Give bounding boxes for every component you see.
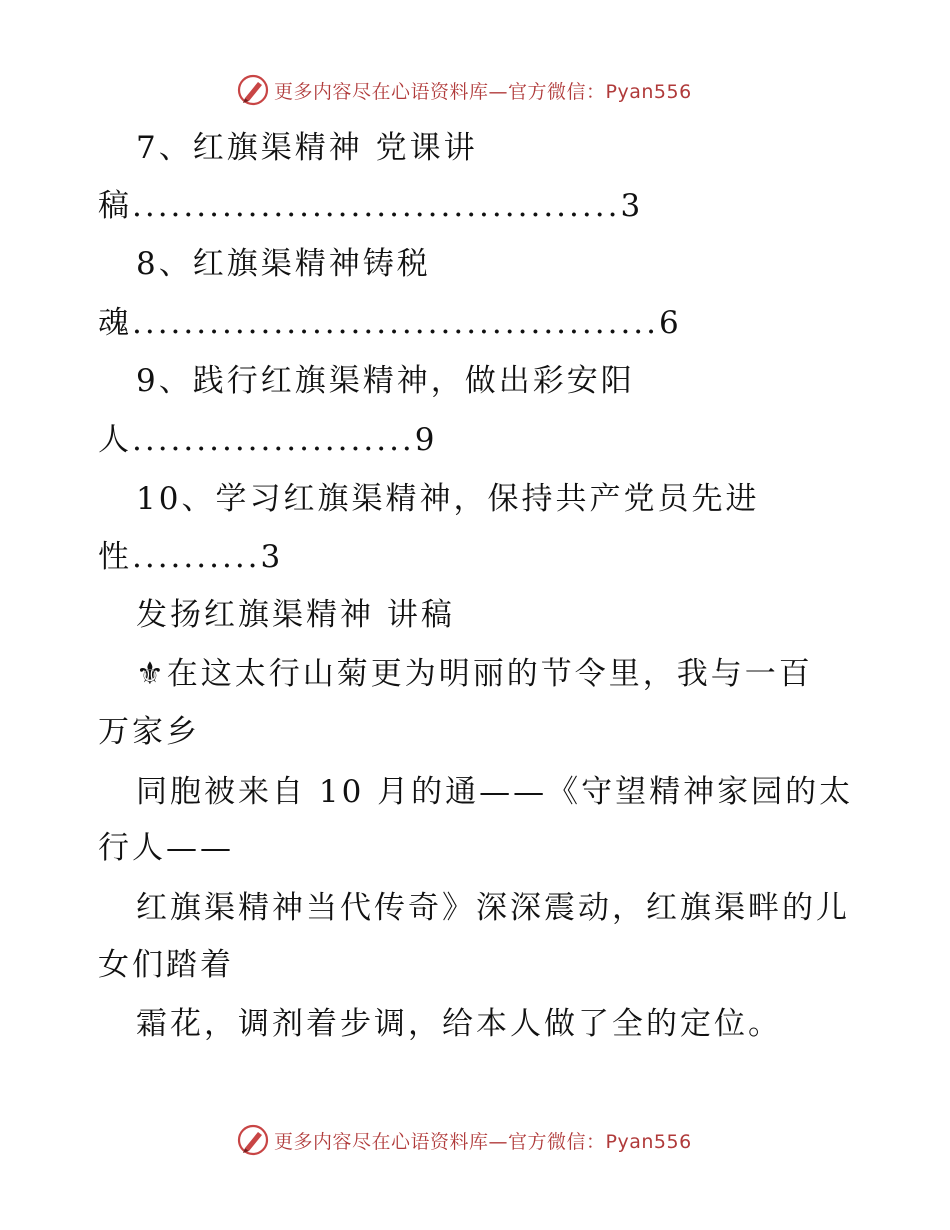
paragraph-line: 行人—— xyxy=(98,830,234,866)
paragraph-line: 万家乡 xyxy=(98,714,200,750)
paragraph-text: 在这太行山菊更为明丽的节令里，我与一百 xyxy=(166,656,813,692)
toc-entry-8-continued: 魂.........................................6 xyxy=(98,305,682,341)
watermark-banner-top xyxy=(236,72,692,108)
toc-entry-8: 8、红旗渠精神铸税 xyxy=(136,246,431,282)
ornament-icon: ⚜ xyxy=(136,656,167,692)
watermark-text: 更多内容尽在心语资料库—官方微信：Pyan556 xyxy=(274,1130,692,1153)
paragraph-line xyxy=(136,654,813,694)
pen-logo-icon xyxy=(236,73,270,107)
watermark-banner-bottom xyxy=(236,1122,692,1158)
paragraph-line: 霜花，调剂着步调，给本人做了全的定位。 xyxy=(136,1006,782,1042)
toc-entry-9-continued: 人......................9 xyxy=(98,422,438,458)
pen-logo-icon xyxy=(236,1123,270,1157)
paragraph-line: 红旗渠精神当代传奇》深深震动，红旗渠畔的儿 xyxy=(136,890,850,926)
paragraph-line: 同胞被来自 10 月的通——《守望精神家园的太 xyxy=(136,774,854,810)
toc-entry-10: 10、学习红旗渠精神，保持共产党员先进 xyxy=(136,481,760,517)
watermark-text: 更多内容尽在心语资料库—官方微信：Pyan556 xyxy=(274,80,692,103)
toc-entry-7-continued: 稿......................................3 xyxy=(98,188,644,224)
toc-entry-7: 7、红旗渠精神 党课讲 xyxy=(136,130,478,166)
section-title: 发扬红旗渠精神 讲稿 xyxy=(136,597,455,633)
paragraph-line: 女们踏着 xyxy=(98,947,234,983)
toc-entry-10-continued: 性..........3 xyxy=(98,539,284,575)
toc-entry-9: 9、践行红旗渠精神，做出彩安阳 xyxy=(136,363,635,399)
